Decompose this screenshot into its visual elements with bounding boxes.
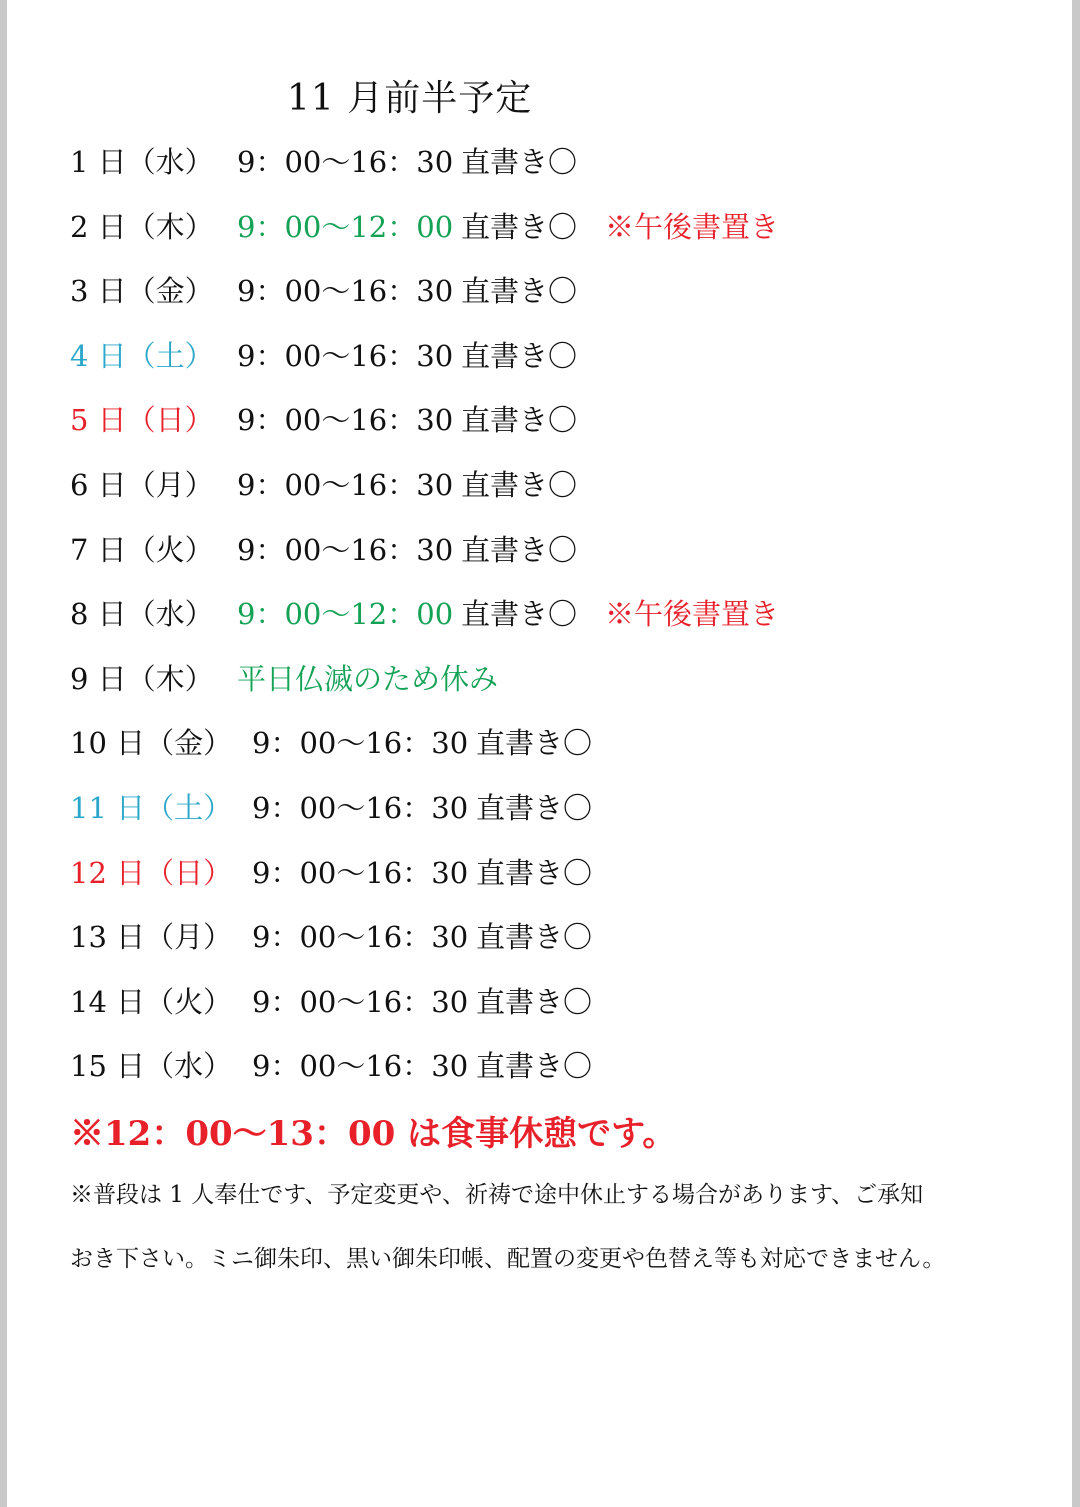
- schedule-hours: 9：00〜16：30: [237, 532, 454, 567]
- schedule-day: 8 日（水）: [70, 597, 214, 632]
- schedule-day: 3 日（金）: [70, 274, 214, 309]
- schedule-status: 直書き〇: [461, 145, 578, 179]
- schedule-hours: 9：00〜16：30: [252, 726, 469, 761]
- schedule-day: 5 日（日）: [70, 403, 214, 438]
- schedule-day: 14 日（火）: [70, 984, 233, 1019]
- schedule-page: [7, 0, 1072, 1507]
- schedule-hours: 9：00〜16：30: [237, 145, 454, 179]
- schedule-status: 直書き〇: [476, 984, 593, 1019]
- page-title: 11 月前半予定: [287, 78, 533, 119]
- schedule-status: 直書き〇: [461, 467, 578, 502]
- schedule-hours: 9：00〜16：30: [252, 790, 469, 825]
- schedule-status: 直書き〇: [461, 338, 578, 373]
- schedule-day: 2 日（木）: [70, 209, 214, 244]
- schedule-note: ※午後書置き: [605, 597, 780, 632]
- schedule-day: 7 日（火）: [70, 532, 214, 567]
- footnote-line: おき下さい。ミニ御朱印、黒い御朱印帳、配置の変更や色替え等も対応できません。: [70, 1246, 946, 1272]
- schedule-status: 直書き〇: [476, 726, 593, 761]
- schedule-status: 直書き〇: [476, 790, 593, 825]
- schedule-hours: 9：00〜16：30: [237, 274, 454, 309]
- schedule-status: 直書き〇: [476, 920, 593, 955]
- schedule-day: 9 日（木）: [70, 661, 214, 696]
- schedule-status: 直書き〇: [461, 597, 578, 632]
- schedule-hours: 9：00〜16：30: [237, 467, 454, 502]
- schedule-hours: 9：00〜16：30: [237, 338, 454, 373]
- schedule-status: 直書き〇: [461, 532, 578, 567]
- schedule-hours: 9：00〜16：30: [252, 920, 469, 955]
- schedule-status: 直書き〇: [476, 1049, 593, 1084]
- schedule-hours: 9：00〜12：00: [237, 209, 454, 244]
- schedule-day: 15 日（水）: [70, 1049, 233, 1084]
- schedule-day: 6 日（月）: [70, 467, 214, 502]
- schedule-day: 10 日（金）: [70, 726, 233, 761]
- schedule-hours: 9：00〜16：30: [252, 984, 469, 1019]
- lunch-break-notice: ※12：00〜13：00 は食事休憩です。: [70, 1114, 677, 1154]
- schedule-hours: 9：00〜16：30: [237, 403, 454, 438]
- schedule-day: 11 日（土）: [70, 790, 233, 825]
- schedule-day: 4 日（土）: [70, 338, 214, 373]
- schedule-hours: 9：00〜12：00: [237, 597, 454, 632]
- schedule-hours: 9：00〜16：30: [252, 1049, 469, 1084]
- schedule-status: 直書き〇: [461, 403, 578, 438]
- schedule-hours: 平日仏滅のため休み: [237, 661, 499, 696]
- schedule-day: 1 日（水）: [70, 145, 214, 179]
- schedule-status: 直書き〇: [476, 855, 593, 890]
- schedule-day: 12 日（日）: [70, 855, 233, 890]
- schedule-note: ※午後書置き: [605, 209, 780, 244]
- footnote-line: ※普段は 1 人奉仕です、予定変更や、祈祷で途中休止する場合があります、ご承知: [70, 1182, 924, 1208]
- footnote: [70, 1175, 1030, 1303]
- schedule-status: 直書き〇: [461, 274, 578, 309]
- schedule-day: 13 日（月）: [70, 920, 233, 955]
- schedule-status: 直書き〇: [461, 209, 578, 244]
- schedule-hours: 9：00〜16：30: [252, 855, 469, 890]
